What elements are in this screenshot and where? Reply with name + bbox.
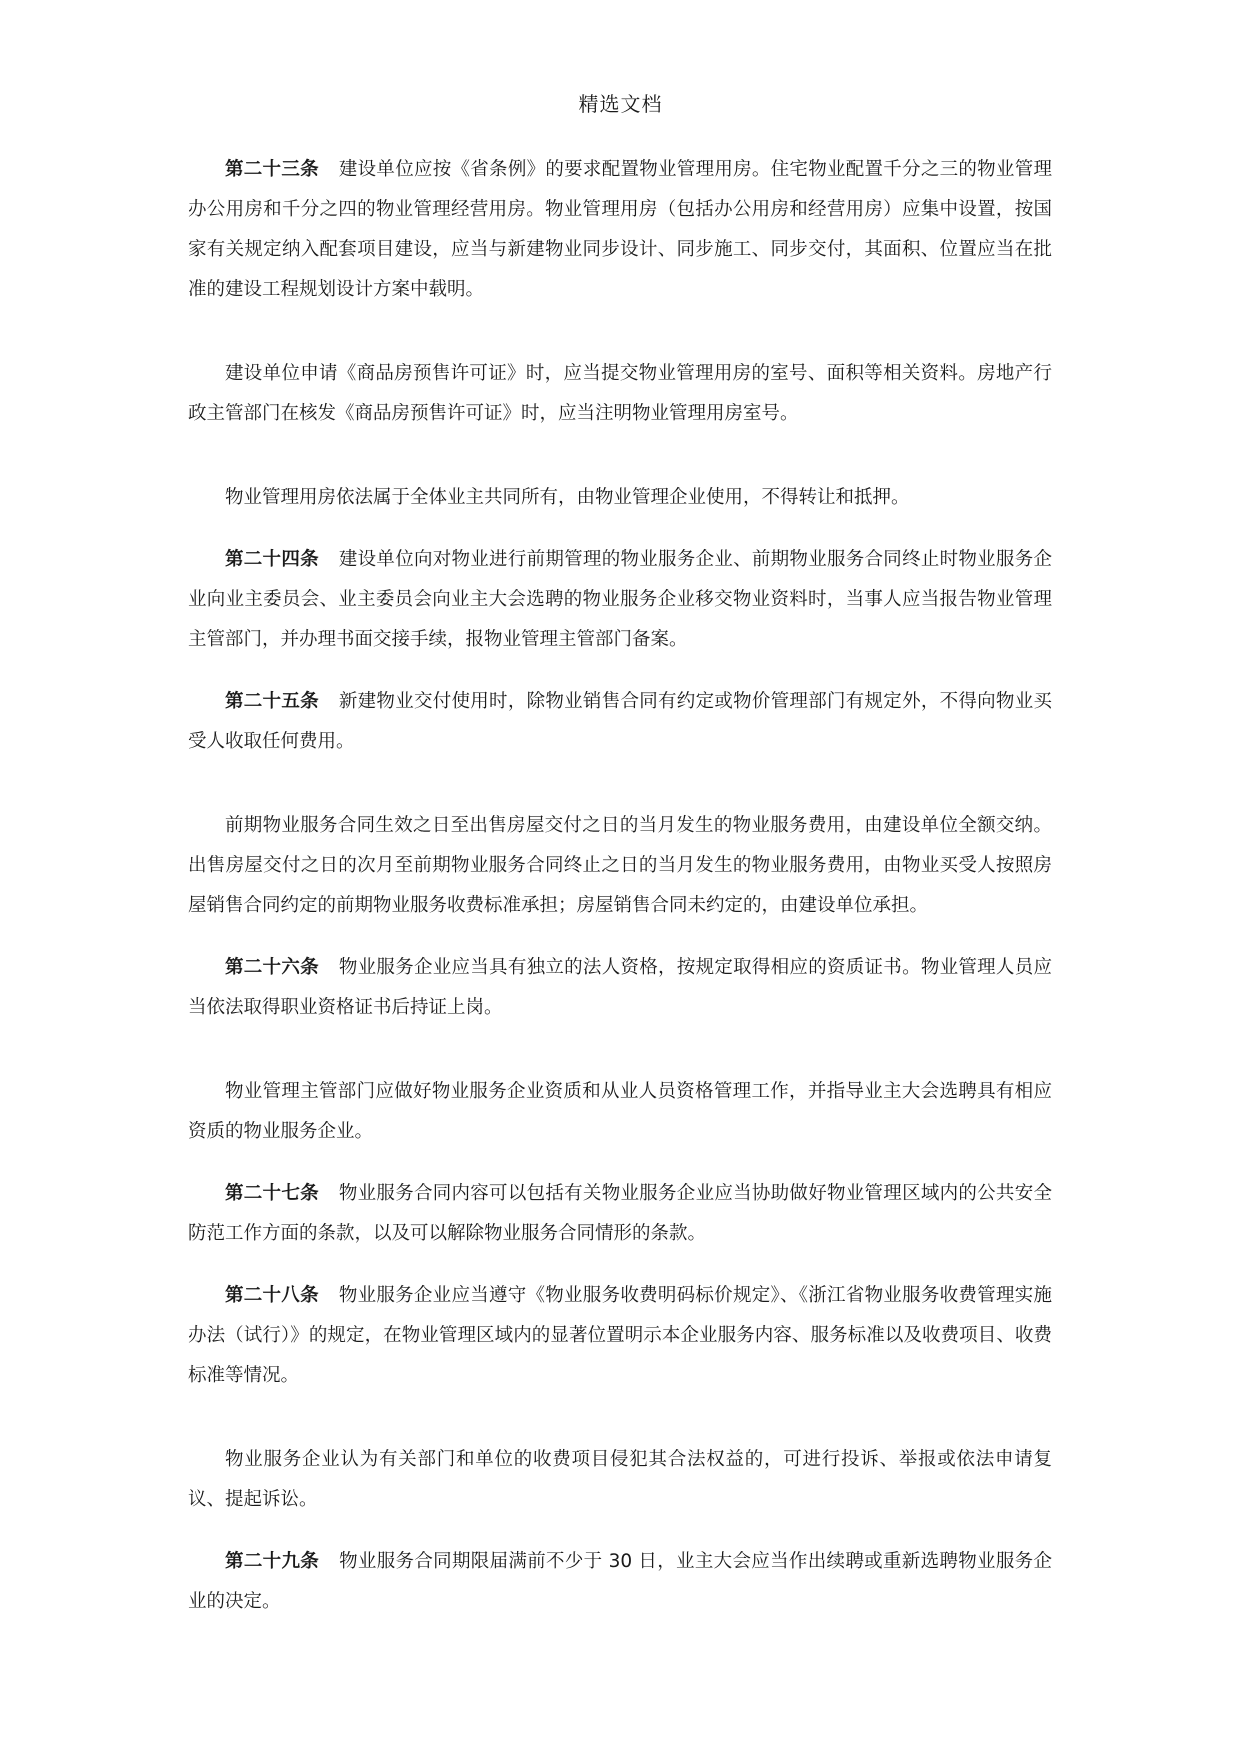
paragraph-text: 前期物业服务合同生效之日至出售房屋交付之日的当月发生的物业服务费用，由建设单位全额交纳。出售房屋交付之日的次月至前期物业服务合同终止之日的当月发生的物业服务费用，由物业买受人按照房屋销售合同约定的前期物业服务收费标准承担；房屋销售合同未约定的，由建设单位承担。: [188, 815, 1052, 916]
article-label: 第二十四条: [225, 549, 319, 570]
article-label: 第二十八条: [225, 1285, 319, 1306]
paragraph: [188, 354, 1052, 434]
article-24: [188, 540, 1052, 660]
paragraph: [188, 478, 1052, 518]
paragraph: [188, 1440, 1052, 1520]
article-text: 建设单位向对物业进行前期管理的物业服务企业、前期物业服务合同终止时物业服务企业向业主委员会、业主委员会向业主大会选聘的物业服务企业移交物业资料时，当事人应当报告物业管理主管部门，并办理书面交接手续，报物业管理主管部门备案。: [188, 549, 1052, 650]
paragraph: [188, 1072, 1052, 1152]
article-28: [188, 1276, 1052, 1396]
article-text: 建设单位应按《省条例》的要求配置物业管理用房。住宅物业配置千分之三的物业管理办公用房和千分之四的物业管理经营用房。物业管理用房（包括办公用房和经营用房）应集中设置，按国家有关规定纳入配套项目建设，应当与新建物业同步设计、同步施工、同步交付，其面积、位置应当在批准的建设工程规划设计方案中载明。: [188, 159, 1052, 300]
article-25: [188, 682, 1052, 762]
article-label: 第二十九条: [225, 1551, 320, 1572]
paragraph-text: 物业管理用房依法属于全体业主共同所有，由物业管理企业使用，不得转让和抵押。: [225, 487, 910, 508]
article-27: [188, 1174, 1052, 1254]
article-label: 第二十三条: [225, 159, 319, 180]
page-header: 精选文档: [578, 92, 663, 116]
article-text: 物业服务合同期限届满前不少于 30 日，业主大会应当作出续聘或重新选聘物业服务企业的决定。: [188, 1551, 1052, 1612]
paragraph-text: 物业服务企业认为有关部门和单位的收费项目侵犯其合法权益的，可进行投诉、举报或依法申请复议、提起诉讼。: [188, 1449, 1052, 1510]
article-text: 物业服务企业应当遵守《物业服务收费明码标价规定》、《浙江省物业服务收费管理实施办法（试行）》的规定，在物业管理区域内的显著位置明示本企业服务内容、服务标准以及收费项目、收费标准等情况。: [188, 1285, 1052, 1386]
document-body: [188, 150, 1052, 1622]
paragraph: [188, 806, 1052, 926]
article-label: 第二十六条: [225, 957, 319, 978]
article-29: [188, 1542, 1052, 1622]
article-text: 新建物业交付使用时，除物业销售合同有约定或物价管理部门有规定外，不得向物业买受人收取任何费用。: [188, 691, 1052, 752]
paragraph-text: 建设单位申请《商品房预售许可证》时，应当提交物业管理用房的室号、面积等相关资料。房地产行政主管部门在核发《商品房预售许可证》时，应当注明物业管理用房室号。: [188, 363, 1052, 424]
paragraph-text: 物业管理主管部门应做好物业服务企业资质和从业人员资格管理工作，并指导业主大会选聘具有相应资质的物业服务企业。: [188, 1081, 1052, 1142]
article-text: 物业服务合同内容可以包括有关物业服务企业应当协助做好物业管理区域内的公共安全防范工作方面的条款，以及可以解除物业服务合同情形的条款。: [188, 1183, 1052, 1244]
article-26: [188, 948, 1052, 1028]
article-23: [188, 150, 1052, 310]
article-label: 第二十五条: [225, 691, 319, 712]
article-text: 物业服务企业应当具有独立的法人资格，按规定取得相应的资质证书。物业管理人员应当依法取得职业资格证书后持证上岗。: [188, 957, 1052, 1018]
article-label: 第二十七条: [225, 1183, 319, 1204]
